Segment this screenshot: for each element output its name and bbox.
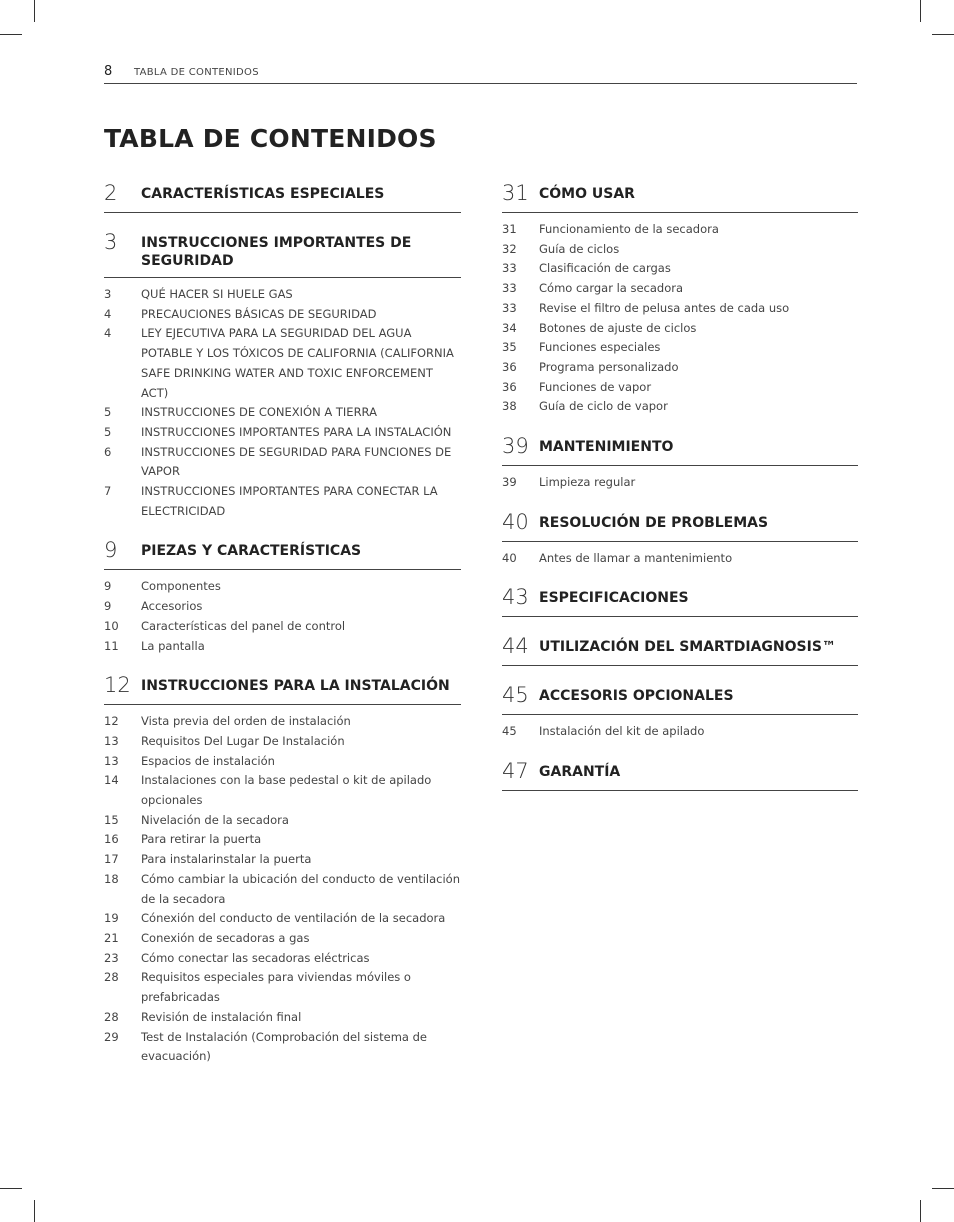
- entry-page-number: 13: [104, 753, 119, 768]
- entry-text: Cómo cargar la secadora: [539, 281, 684, 296]
- entry-text: Para retirar la puerta: [141, 832, 262, 847]
- entry-page-number: 21: [104, 930, 119, 945]
- entry-page-number: 6: [104, 444, 112, 459]
- crop-mark: [0, 34, 22, 35]
- entry-page-number: 45: [502, 724, 517, 739]
- toc-entry[interactable]: [104, 752, 461, 772]
- section-page-number: 9: [104, 538, 118, 563]
- document-title: TABLA DE CONTENIDOS: [104, 124, 437, 153]
- entry-text: La pantalla: [141, 638, 205, 653]
- toc-section-heading[interactable]: [502, 509, 858, 542]
- toc-entry[interactable]: [502, 722, 858, 742]
- section-page-number: 44: [502, 634, 529, 659]
- entry-text: Revisión de instalación final: [141, 1009, 302, 1024]
- entry-text: Guía de ciclo de vapor: [539, 399, 668, 414]
- entry-text: Para instalarinstalar la puerta: [141, 852, 312, 867]
- toc-entry[interactable]: [104, 285, 461, 305]
- entry-page-number: 15: [104, 812, 119, 827]
- toc-entry[interactable]: [502, 240, 858, 260]
- entry-page-number: 29: [104, 1029, 119, 1044]
- entry-page-number: 12: [104, 714, 119, 729]
- entry-page-number: 39: [502, 475, 517, 490]
- entry-text: Conexión de secadoras a gas: [141, 930, 310, 945]
- entry-page-number: 13: [104, 733, 119, 748]
- toc-left-column: [104, 181, 461, 1087]
- section-page-number: 45: [502, 683, 529, 708]
- section-title: ACCESORIS OPCIONALES: [539, 688, 734, 705]
- entry-text: Vista previa del orden de instalación: [141, 714, 351, 729]
- entry-page-number: 31: [502, 222, 517, 236]
- entry-page-number: 14: [104, 773, 119, 788]
- section-page-number: 43: [502, 585, 529, 610]
- toc-section: [104, 181, 461, 213]
- entry-text: Funcionamiento de la secadora: [539, 222, 719, 236]
- toc-entry[interactable]: [502, 220, 858, 240]
- entry-text: Test de Instalación (Comprobación del sistema de evacuación): [141, 1029, 427, 1064]
- crop-mark: [932, 1188, 954, 1189]
- toc-entry[interactable]: [104, 811, 461, 831]
- toc-entry[interactable]: [104, 597, 461, 617]
- section-title: GARANTÍA: [539, 764, 621, 781]
- toc-entry[interactable]: [104, 771, 461, 810]
- entry-text: Requisitos Del Lugar De Instalación: [141, 733, 345, 748]
- toc-entry-list: [502, 220, 858, 417]
- entry-page-number: 34: [502, 320, 517, 335]
- section-page-number: 47: [502, 759, 529, 784]
- entry-page-number: 18: [104, 871, 119, 886]
- crop-mark: [34, 1200, 35, 1222]
- entry-text: Limpieza regular: [539, 475, 636, 490]
- entry-text: INSTRUCCIONES IMPORTANTES PARA CONECTAR LA ELECTRICIDAD: [141, 484, 438, 518]
- entry-page-number: 33: [502, 261, 517, 276]
- toc-entry[interactable]: [502, 549, 858, 569]
- entry-text: Características del panel de control: [141, 618, 346, 633]
- entry-text: Cómo conectar las secadoras eléctricas: [141, 950, 370, 965]
- entry-text: Cónexión del conducto de ventilación de la secadora: [141, 911, 446, 926]
- toc-entry[interactable]: [502, 378, 858, 398]
- entry-text: Requisitos especiales para viviendas móviles o prefabricadas: [141, 970, 411, 1005]
- crop-mark: [0, 1188, 22, 1189]
- toc-entry-list: [502, 473, 858, 493]
- section-page-number: 3: [104, 230, 118, 254]
- toc-entry-list: [104, 285, 461, 521]
- entry-page-number: 36: [502, 379, 517, 394]
- entry-text: PRECAUCIONES BÁSICAS DE SEGURIDAD: [141, 306, 377, 321]
- entry-page-number: 17: [104, 852, 119, 867]
- entry-text: Clasificación de cargas: [539, 261, 671, 276]
- crop-mark: [34, 0, 35, 22]
- entry-text: LEY EJECUTIVA PARA LA SEGURIDAD DEL AGUA POTABLE Y LOS TÓXICOS DE CALIFORNIA (CALIFORNIA SAFE DRINKING WATER AND TOXIC ENFORCEMENT ACT): [141, 326, 454, 400]
- toc-section-heading[interactable]: [502, 181, 858, 213]
- entry-text: Funciones especiales: [539, 340, 661, 355]
- entry-text: Accesorios: [141, 599, 203, 614]
- toc-section-heading[interactable]: [502, 759, 858, 791]
- toc-entry[interactable]: [104, 870, 461, 909]
- entry-page-number: 4: [104, 306, 112, 321]
- toc-entry[interactable]: [104, 968, 461, 1007]
- entry-page-number: 9: [104, 599, 112, 614]
- section-title: INSTRUCCIONES PARA LA INSTALACIÓN: [141, 678, 450, 695]
- toc-entry[interactable]: [104, 1008, 461, 1028]
- toc-entry[interactable]: [104, 637, 461, 657]
- toc-section-heading[interactable]: [104, 673, 461, 705]
- entry-text: Nivelación de la secadora: [141, 812, 289, 827]
- toc-entry[interactable]: [104, 617, 461, 637]
- entry-page-number: 5: [104, 424, 112, 439]
- entry-page-number: 33: [502, 300, 517, 315]
- section-title: PIEZAS Y CARACTERÍSTICAS: [141, 543, 362, 560]
- entry-page-number: 28: [104, 970, 119, 985]
- section-title: ESPECIFICACIONES: [539, 590, 689, 607]
- toc-section: [104, 538, 461, 656]
- toc-entry[interactable]: [104, 850, 461, 870]
- section-title: UTILIZACIÓN DEL SMARTDIAGNOSIS™: [539, 639, 836, 656]
- toc-section: [502, 585, 858, 617]
- toc-entry[interactable]: [104, 949, 461, 969]
- entry-text: INSTRUCCIONES IMPORTANTES PARA LA INSTALACIÓN: [141, 424, 452, 439]
- toc-right-column: [502, 181, 858, 811]
- toc-section-heading[interactable]: [502, 585, 858, 617]
- entry-text: INSTRUCCIONES DE CONEXIÓN A TIERRA: [141, 405, 377, 420]
- section-page-number: 12: [104, 673, 131, 698]
- entry-page-number: 36: [502, 359, 517, 374]
- entry-text: Antes de llamar a mantenimiento: [539, 550, 733, 565]
- page-header: [104, 64, 857, 84]
- entry-text: Cómo cambiar la ubicación del conducto de ventilación de la secadora: [141, 871, 460, 906]
- entry-page-number: 35: [502, 340, 517, 355]
- entry-page-number: 28: [104, 1009, 119, 1024]
- toc-entry-list: [502, 549, 858, 569]
- toc-section: [104, 673, 461, 1067]
- toc-entry[interactable]: [502, 299, 858, 319]
- entry-page-number: 32: [502, 241, 517, 256]
- entry-page-number: 9: [104, 579, 112, 594]
- section-title: RESOLUCIÓN DE PROBLEMAS: [539, 514, 769, 531]
- entry-page-number: 38: [502, 399, 517, 414]
- section-title: CÓMO USAR: [539, 186, 635, 202]
- entry-text: QUÉ HACER SI HUELE GAS: [141, 287, 293, 301]
- entry-page-number: 33: [502, 281, 517, 296]
- toc-entry-list: [104, 712, 461, 1067]
- entry-page-number: 7: [104, 484, 112, 499]
- entry-page-number: 4: [104, 326, 112, 341]
- entry-page-number: 19: [104, 911, 119, 926]
- toc-section: [502, 181, 858, 417]
- section-page-number: 40: [502, 509, 529, 534]
- toc-entry-list: [104, 577, 461, 656]
- entry-page-number: 40: [502, 550, 517, 565]
- toc-entry[interactable]: [502, 358, 858, 378]
- toc-section-heading[interactable]: [104, 230, 461, 278]
- page-number: 8: [104, 64, 113, 79]
- toc-entry[interactable]: [502, 259, 858, 279]
- toc-entry[interactable]: [104, 324, 461, 403]
- toc-entry[interactable]: [104, 423, 461, 443]
- crop-mark: [920, 0, 921, 22]
- toc-section-heading[interactable]: [104, 538, 461, 570]
- toc-section: [502, 634, 858, 666]
- toc-entry[interactable]: [104, 909, 461, 929]
- running-header-title: TABLA DE CONTENIDOS: [134, 67, 259, 78]
- toc-section-heading[interactable]: [502, 683, 858, 715]
- toc-entry[interactable]: [104, 1028, 461, 1067]
- toc-section-heading[interactable]: [104, 181, 461, 213]
- toc-section: [502, 509, 858, 569]
- toc-entry[interactable]: [104, 403, 461, 423]
- entry-page-number: 5: [104, 405, 112, 420]
- toc-entry[interactable]: [502, 338, 858, 358]
- entry-page-number: 3: [104, 287, 112, 301]
- entry-text: Espacios de instalación: [141, 753, 275, 768]
- toc-section: [502, 683, 858, 742]
- toc-entry-list: [502, 722, 858, 742]
- entry-text: Guía de ciclos: [539, 241, 620, 256]
- entry-text: Botones de ajuste de ciclos: [539, 320, 697, 335]
- crop-mark: [932, 34, 954, 35]
- toc-entry[interactable]: [502, 319, 858, 339]
- entry-page-number: 11: [104, 638, 119, 653]
- toc-entry[interactable]: [502, 397, 858, 417]
- toc-entry[interactable]: [502, 279, 858, 299]
- toc-entry[interactable]: [104, 712, 461, 732]
- entry-page-number: 16: [104, 832, 119, 847]
- entry-text: Programa personalizado: [539, 359, 679, 374]
- toc-entry[interactable]: [104, 305, 461, 325]
- toc-entry[interactable]: [104, 577, 461, 597]
- section-page-number: 31: [502, 181, 529, 205]
- entry-text: Componentes: [141, 579, 221, 594]
- entry-text: Instalación del kit de apilado: [539, 724, 705, 739]
- toc-entry[interactable]: [104, 830, 461, 850]
- toc-section-heading[interactable]: [502, 434, 858, 466]
- toc-section: [502, 759, 858, 791]
- section-title: CARACTERÍSTICAS ESPECIALES: [141, 186, 385, 202]
- section-title: INSTRUCCIONES IMPORTANTES DE SEGURIDAD: [141, 235, 412, 269]
- toc-section: [104, 230, 461, 521]
- crop-mark: [920, 1200, 921, 1222]
- entry-page-number: 23: [104, 950, 119, 965]
- toc-entry[interactable]: [104, 482, 461, 521]
- toc-section: [502, 434, 858, 493]
- section-title: MANTENIMIENTO: [539, 439, 674, 456]
- entry-text: Instalaciones con la base pedestal o kit de apilado opcionales: [141, 773, 432, 808]
- entry-text: INSTRUCCIONES DE SEGURIDAD PARA FUNCIONES DE VAPOR: [141, 444, 452, 479]
- toc-section-heading[interactable]: [502, 634, 858, 666]
- entry-text: Funciones de vapor: [539, 379, 652, 394]
- toc-entry[interactable]: [104, 929, 461, 949]
- entry-text: Revise el filtro de pelusa antes de cada uso: [539, 300, 790, 315]
- section-page-number: 2: [104, 181, 118, 205]
- entry-page-number: 10: [104, 618, 119, 633]
- section-page-number: 39: [502, 434, 529, 459]
- toc-entry[interactable]: [502, 473, 858, 493]
- toc-entry[interactable]: [104, 732, 461, 752]
- toc-entry[interactable]: [104, 443, 461, 482]
